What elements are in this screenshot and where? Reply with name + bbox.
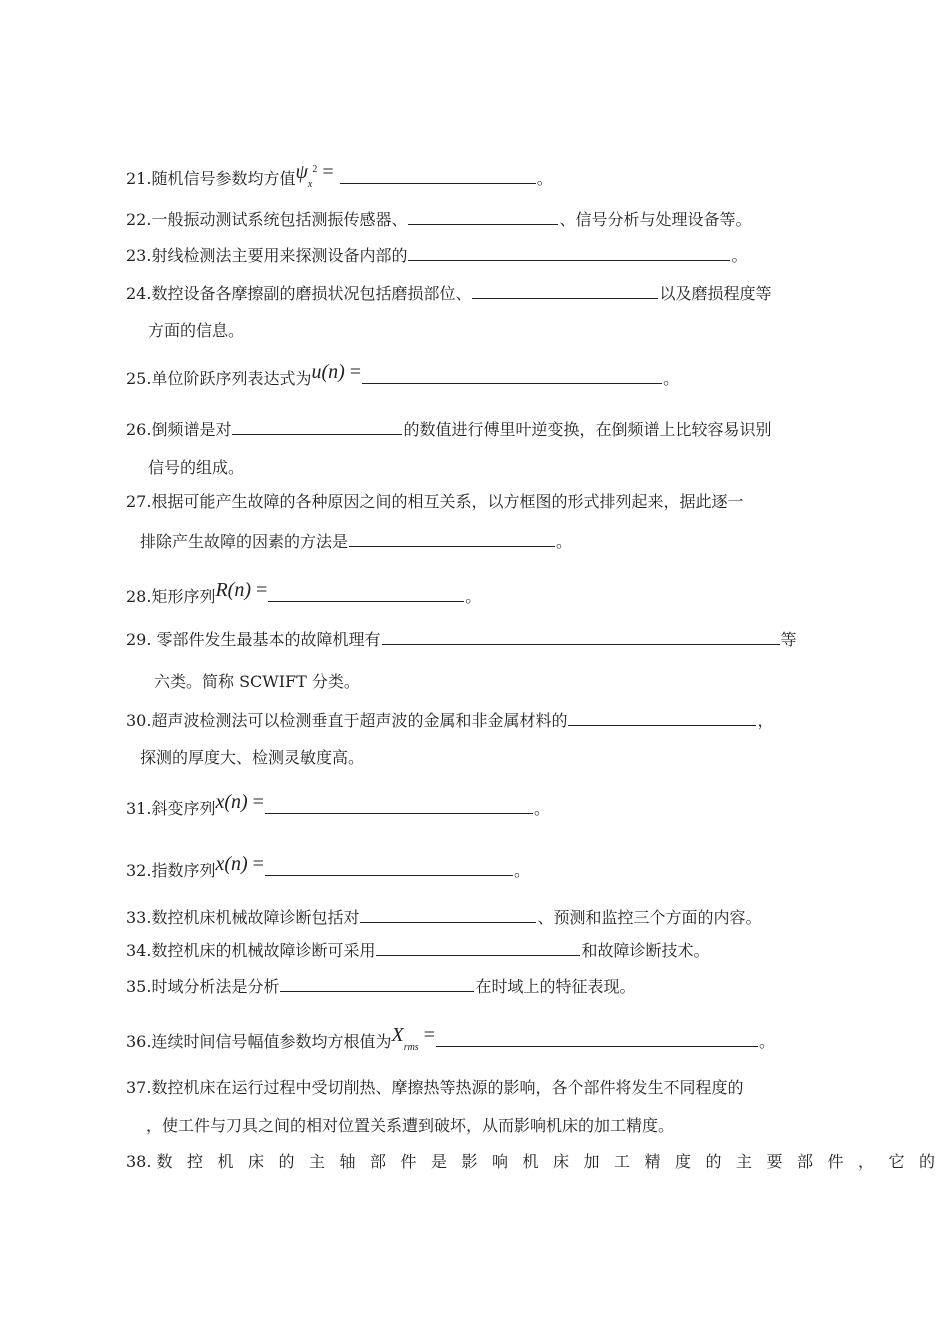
answer-blank[interactable] (280, 977, 474, 992)
answer-blank[interactable] (265, 861, 513, 876)
period: 。 (758, 1032, 775, 1051)
answer-blank[interactable] (268, 587, 464, 602)
question-number: 34. (126, 941, 152, 960)
question-34 (126, 941, 709, 961)
question-text: ， (757, 711, 774, 730)
answer-blank[interactable] (265, 799, 533, 814)
period: 。 (731, 246, 748, 265)
question-text: 零部件发生最基本的故障机理有 (156, 630, 381, 649)
answer-blank[interactable] (382, 630, 780, 645)
question-27-continuation (140, 532, 572, 552)
question-number: 37. (126, 1078, 152, 1097)
question-number: 26. (126, 420, 152, 439)
question-text: 单位阶跃序列表达式为 (151, 369, 312, 388)
question-text: 的数值进行傅里叶逆变换，在倒频谱上比较容易识别 (403, 420, 772, 439)
question-33 (126, 908, 761, 928)
question-number: 33. (126, 908, 152, 927)
question-number: 30. (126, 711, 152, 730)
question-37 (126, 1078, 743, 1098)
question-text: 斜变序列 (151, 799, 216, 818)
question-text: 、信号分析与处理设备等。 (559, 210, 752, 229)
math-formula: x(n) = (215, 853, 264, 875)
question-30 (126, 711, 773, 731)
period: 。 (536, 169, 553, 188)
question-25 (126, 361, 680, 389)
question-text: 和故障诊断技术。 (581, 941, 710, 960)
period: 。 (663, 369, 680, 388)
question-26 (126, 420, 771, 440)
answer-blank[interactable] (362, 369, 662, 384)
question-text: 指数序列 (151, 861, 216, 880)
answer-blank[interactable] (376, 941, 580, 956)
question-24 (126, 284, 771, 304)
question-number: 28. (126, 587, 152, 606)
question-number: 24. (126, 284, 152, 303)
question-36 (126, 1024, 775, 1055)
question-32 (126, 853, 530, 881)
question-text: 倒频谱是对 (151, 420, 232, 439)
question-37-continuation: ，使工件与刀具之间的相对位置关系遭到破坏，从而影响机床的加工精度。 (146, 1116, 675, 1135)
answer-blank[interactable] (349, 532, 555, 547)
question-26-continuation: 信号的组成。 (148, 458, 245, 477)
question-24-continuation: 方面的信息。 (148, 321, 245, 340)
question-text: 一般振动测试系统包括测振传感器、 (151, 210, 408, 229)
answer-blank[interactable] (408, 210, 558, 225)
question-number: 35. (126, 977, 152, 996)
math-formula: $\psi x^2$ = (295, 161, 334, 190)
question-29 (126, 630, 797, 650)
question-text: 随机信号参数均方值 (151, 169, 296, 188)
period: 。 (465, 587, 482, 606)
question-27 (126, 492, 743, 512)
answer-blank[interactable] (568, 711, 756, 726)
question-number: 27. (126, 492, 152, 511)
question-text: 矩形序列 (151, 587, 216, 606)
question-number: 29. (126, 630, 157, 649)
period: 。 (513, 861, 530, 880)
question-number: 22. (126, 210, 152, 229)
question-text: 它的 (888, 1152, 950, 1171)
question-text: 在时域上的特征表现。 (475, 977, 636, 996)
question-number: 25. (126, 369, 152, 388)
math-formula: R(n) = (215, 579, 268, 601)
question-31 (126, 791, 550, 819)
question-text: 数控机床机械故障诊断包括对 (151, 908, 360, 927)
question-text: 连续时间信号幅值参数均方根值为 (151, 1032, 392, 1051)
question-29-continuation: 六类。简称 SCWIFT 分类。 (154, 672, 360, 691)
math-formula: x(n) = (215, 791, 264, 813)
question-text: 等 (780, 630, 797, 649)
math-formula: u(n) = (311, 361, 362, 383)
period: 。 (533, 799, 550, 818)
question-number: 31. (126, 799, 152, 818)
period: 。 (556, 532, 573, 551)
question-21 (126, 161, 553, 192)
answer-blank[interactable] (340, 169, 536, 184)
question-text: 数控机床的机械故障诊断可采用 (151, 941, 376, 960)
question-text: 根据可能产生故障的各种原因之间的相互关系，以方框图的形式排列起来，据此逐一 (151, 492, 744, 511)
question-text: 排除产生故障的因素的方法是 (140, 532, 349, 551)
answer-blank[interactable] (232, 420, 402, 435)
answer-blank[interactable] (360, 908, 536, 923)
question-text: 射线检测法主要用来探测设备内部的 (151, 246, 408, 265)
question-text: 以及磨损程度等 (659, 284, 772, 303)
question-number: 32. (126, 861, 152, 880)
question-23 (126, 246, 747, 266)
question-text: 数控设备各摩擦副的磨损状况包括磨损部位、 (151, 284, 472, 303)
question-text: 数控机床的主轴部件是影响机床加工精度的主要部件， (156, 1152, 889, 1171)
question-number: 36. (126, 1032, 152, 1051)
answer-blank[interactable] (408, 246, 730, 261)
question-text: 数控机床在运行过程中受切削热、摩擦热等热源的影响，各个部件将发生不同程度的 (151, 1078, 744, 1097)
question-number: 21. (126, 169, 152, 188)
answer-blank[interactable] (472, 284, 658, 299)
question-35 (126, 977, 635, 997)
question-38 (126, 1152, 950, 1172)
question-22 (126, 210, 751, 230)
answer-blank[interactable] (436, 1032, 758, 1047)
question-number: 23. (126, 246, 152, 265)
question-text: 时域分析法是分析 (151, 977, 280, 996)
math-formula: Xrms = (391, 1024, 435, 1053)
question-30-continuation: 探测的厚度大、检测灵敏度高。 (140, 748, 365, 767)
question-28 (126, 579, 482, 607)
question-number: 38. (126, 1152, 157, 1171)
question-text: 超声波检测法可以检测垂直于超声波的金属和非金属材料的 (151, 711, 568, 730)
question-text: 、预测和监控三个方面的内容。 (537, 908, 762, 927)
